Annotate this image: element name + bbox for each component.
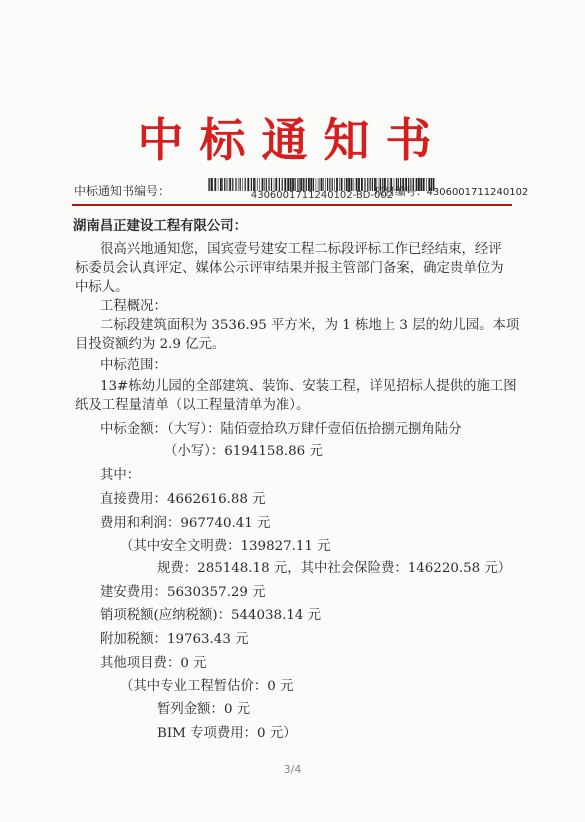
notice-number-row [74,178,529,201]
award-amount-upper: 中标金额：（大写）：陆佰壹拾玖万肆仟壹佰伍拾捌元捌角陆分 [100,422,462,437]
intro-line-2: 标委员会认真评定、媒体公示评审结果并报主管部门备案，确定贵单位为 [75,261,504,276]
bim-fee: BIM 专项费用：0 元） [157,726,297,741]
overview-line-2: 目投资额约为 2.9 亿元。 [75,337,226,352]
specialty-estimate: （其中专业工程暂估价：0 元 [120,679,294,694]
safety-fee: （其中安全文明费：139827.11 元 [120,539,331,554]
surcharge: 附加税额：19763.43 元 [100,632,249,647]
addressee: 湖南昌正建设工程有限公司： [73,218,248,234]
scope-heading: 中标范围： [100,358,167,373]
notice-number: 4306001711240102-BD-002 [250,190,394,201]
fees-profit: 费用和利润：967740.41 元 [100,516,271,531]
overview-line-1: 二标段建筑面积为 3536.95 平方米，为 1 栋地上 3 层的幼儿园。本项 [100,318,520,333]
project-number: 4306001711240102 [426,187,529,198]
output-tax: 销项税额(应纳税额)：544038.14 元 [100,608,322,623]
document-title: 中标通知书 [137,113,448,167]
intro-line-3: 中标人。 [75,280,129,295]
intro-line-1: 很高兴地通知您，国宾壹号建安工程二标段评标工作已经结束，经评 [100,242,502,257]
header-divider [72,204,512,206]
other-items: 其他项目费：0 元 [100,656,207,671]
scope-line-1: 13#栋幼儿园的全部建筑、装饰、安装工程，详见招标人提供的施工图 [100,379,517,394]
regulatory-fee: 规费：285148.18 元，其中社会保险费：146220.58 元） [157,561,512,576]
scope-line-2: 纸及工程量清单（以工程量清单为准）。 [75,398,310,413]
provisional-sum: 暂列金额：0 元 [157,702,251,717]
notice-number-label: 中标通知书编号： [74,184,171,198]
page-number: 3/4 [283,763,302,776]
direct-cost: 直接费用：4662616.88 元 [100,492,266,507]
overview-heading: 工程概况： [100,299,167,314]
construction-cost: 建安费用：5630357.29 元 [100,585,266,600]
award-amount-lower: （小写）：6194158.86 元 [164,444,323,459]
project-number-label: 项目编号： [374,186,427,198]
project-number-field [374,184,528,199]
breakdown-heading: 其中： [100,468,141,483]
